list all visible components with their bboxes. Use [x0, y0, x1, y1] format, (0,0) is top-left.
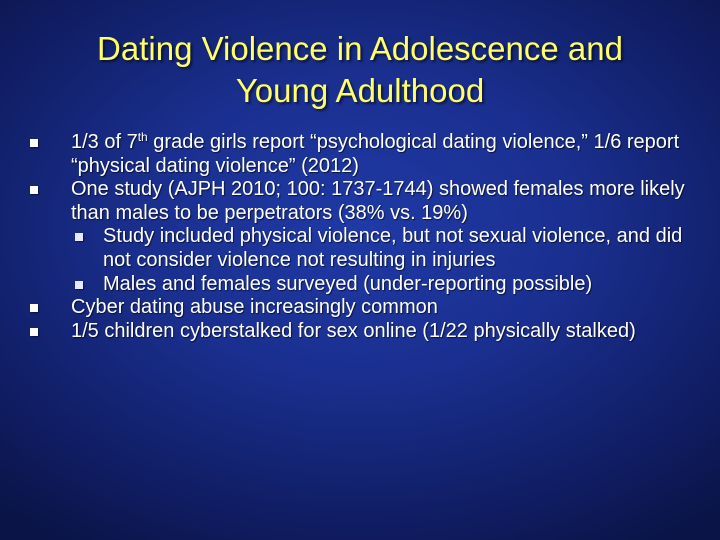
- bullet-text-1-pre: 1/3 of 7: [71, 131, 138, 153]
- bullet-text-1-sup: th: [137, 130, 148, 144]
- square-bullet-icon: [75, 233, 83, 241]
- bullet-text-1-post: grade girls report “psychological dating violence,” 1/6 report “physical dating violence” (2012): [71, 131, 680, 177]
- bullet-text-3: Cyber dating abuse increasingly common: [71, 296, 438, 319]
- bullet-list: [30, 131, 690, 343]
- square-bullet-icon: [30, 328, 38, 336]
- slide-title: [20, 28, 700, 112]
- bullet-item-2: [30, 178, 690, 225]
- sub-bullet-text-2: Males and females surveyed (under-reporting possible): [103, 272, 593, 295]
- square-bullet-icon: [30, 139, 38, 147]
- bullet-item-4: [30, 320, 690, 344]
- bullet-text-4: 1/5 children cyberstalked for sex online (1/22 physically stalked): [71, 319, 636, 342]
- square-bullet-icon: [75, 281, 83, 289]
- sub-bullet-item-2: [30, 273, 690, 297]
- title-line-1: Dating Violence in Adolescence and: [97, 30, 623, 67]
- title-line-2: Young Adulthood: [235, 72, 485, 109]
- bullet-text-2: One study (AJPH 2010; 100: 1737-1744) showed females more likely than males to be perpetrators (38% vs. 19%): [71, 178, 685, 224]
- sub-bullet-text-1: Study included physical violence, but not sexual violence, and did not consider violence not resulting in injuries: [103, 225, 683, 271]
- bullet-item-3: [30, 296, 690, 320]
- square-bullet-icon: [30, 186, 38, 194]
- square-bullet-icon: [30, 304, 38, 312]
- sub-bullet-item-1: [30, 225, 690, 272]
- bullet-item-1: [30, 131, 690, 178]
